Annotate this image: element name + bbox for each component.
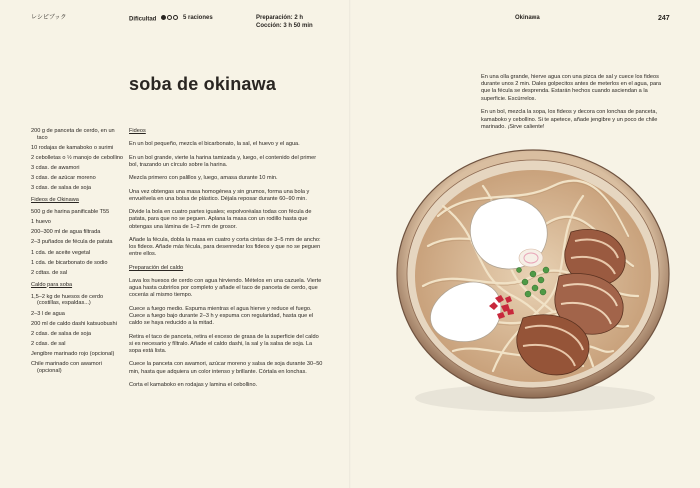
step-paragraph: Corta el kamaboko en rodajas y lamina el cebollino. [129, 381, 258, 388]
broth-steps-title: Preparación del caldo [129, 264, 184, 271]
section-name: Okinawa [515, 15, 540, 21]
ingredient-item: 2–3 l de agua [31, 310, 65, 317]
ingredient-item: 2–3 puñados de fécula de patata [31, 239, 113, 246]
servings: 5 raciones [183, 15, 213, 21]
final-steps [481, 74, 671, 137]
ingredient-item: 1 cda. de bicarbonato de sodio [31, 259, 108, 266]
step-paragraph: Lava los huesos de cerdo con agua hirviendo. Mételos en una cazuela. Vierte agua hasta cubrirlos por completo y añade el taco de panceta de cerdo, que cocerás al mismo tiempo. [129, 277, 322, 299]
ingredient-item: Jengibre marinado rojo (opcional) [31, 350, 115, 357]
page-number: 247 [658, 15, 670, 22]
ingredients-main [31, 128, 126, 192]
noodles-steps-title: Fideos [129, 128, 146, 134]
cook-time: Cocción: 3 h 50 min [256, 22, 313, 29]
step-paragraph: En un bol grande, vierte la harina tamizada y, luego, el contenido del primer bol, trazando un círculo sobre la harina. [129, 154, 317, 168]
step-paragraph: Añade la fécula, dobla la masa en cuatro y corta cintas de 3–5 mm de ancho: los fideos. Añade más fécula, para desenredar los fideos y que no se peguen entre ellos. [129, 236, 321, 258]
difficulty-dot [173, 15, 178, 20]
ingredient-item: 3 cdas. de awamori [31, 165, 80, 172]
step-paragraph: Cuece a fuego medio. Espuma mientras el agua hierve y reduce el fuego. Cuece a fuego bajo durante 2–3 h y espuma con regularidad, hasta que el caldo se haya reducido a la mitad. [129, 305, 314, 327]
prep-time: Preparación: 2 h [256, 15, 304, 21]
noodles-ingredients-title: Fideos de Okinawa [31, 197, 79, 204]
step-paragraph: En un bol, mezcla la sopa, los fideos y decora con lonchas de panceta, kamaboko y cebollino. Si te apetece, añade jengibre y un poco de chile marinado. ¡Sirve caliente! [481, 109, 658, 130]
ingredients-column [31, 128, 126, 378]
ingredient-item: 1,5–2 kg de huesos de cerdo (costillas, espaldas...) [31, 293, 104, 307]
steps-column [129, 128, 324, 395]
difficulty-dot [161, 15, 166, 20]
step-paragraph: Mezcla primero con palillos y, luego, amasa durante 10 min. [129, 175, 278, 182]
step-paragraph: En una olla grande, hierve agua con una pizca de sal y cuece los fideos durante unos 2 min. Dales golpecitos antes de meterlos en el agua, para que la fécula se desprenda. Estarán hechos cuando asciendan a la superficie. Escúrrelos. [481, 74, 662, 102]
step-paragraph: Divide la bola en cuatro partes iguales; espolvoréalas todas con fécula de patata, para que no se peguen. Aplana la masa con un rodillo hasta que obtengas una lámina de 1–2 mm de grosor. [129, 209, 312, 230]
ingredient-item: 2 cdas. de sal [31, 340, 66, 347]
ingredient-item: Chile marinado con awamori (opcional) [31, 361, 102, 374]
broth-steps [129, 278, 324, 389]
ingredient-item: 200 g de panceta de cerdo, en un taco [31, 128, 115, 141]
ingredient-item: 3 cdas. de azúcar moreno [31, 175, 96, 182]
difficulty [129, 15, 179, 24]
ingredients-broth [31, 294, 126, 375]
ingredient-item: 1 cda. de aceite vegetal [31, 249, 91, 256]
kamaboko-slices [519, 249, 543, 267]
times [256, 15, 313, 30]
step-paragraph: Cuece la panceta con awamori, azúcar moreno y salsa de soja durante 30–50 min, hasta que adquiera un color intenso y brillante. Córtala en lonchas. [129, 361, 323, 375]
ingredient-item: 200 ml de caldo dashi katsuobushi [31, 320, 117, 327]
ingredient-item: 10 rodajas de kamaboko o surimi [31, 145, 114, 151]
ingredient-item: 500 g de harina panificable T55 [31, 209, 110, 216]
ingredient-item: 3 cdas. de salsa de soja [31, 185, 92, 192]
difficulty-label: Dificultad [129, 16, 157, 23]
step-paragraph: Retira el taco de panceta, retira el exceso de grasa de la superficie del caldo si es necesario y fíltralo. Añade el caldo dashi, la sal y la salsa de soja. La sopa está lista. [129, 333, 319, 354]
ingredient-item: 2 cdas. de salsa de soja [31, 330, 92, 337]
broth-ingredients-title: Caldo para soba [31, 281, 73, 288]
book-gutter [349, 0, 351, 488]
book-title: レシピブック [31, 15, 67, 21]
difficulty-dot [167, 15, 172, 20]
noodles-steps [129, 141, 324, 258]
ingredient-item: 2 cdtas. de sal [31, 269, 68, 276]
ingredient-item: 200–300 ml de agua filtrada [31, 229, 101, 236]
difficulty-dots [161, 15, 179, 23]
step-paragraph: Una vez obtengas una masa homogénea y sin grumos, forma una bola y envuélvela en una bolsa de plástico. Déjala reposar durante 60–90 min. [129, 188, 310, 202]
ingredient-item: 2 cebolletas o ½ manojo de cebollino [31, 155, 124, 162]
recipe-title: soba de okinawa [129, 74, 277, 94]
ingredients-noodles [31, 209, 126, 276]
ingredient-item: 1 huevo [31, 219, 51, 226]
step-paragraph: En un bol pequeño, mezcla el bicarbonato, la sal, el huevo y el agua. [129, 141, 300, 148]
soba-bowl-illustration [383, 146, 681, 418]
